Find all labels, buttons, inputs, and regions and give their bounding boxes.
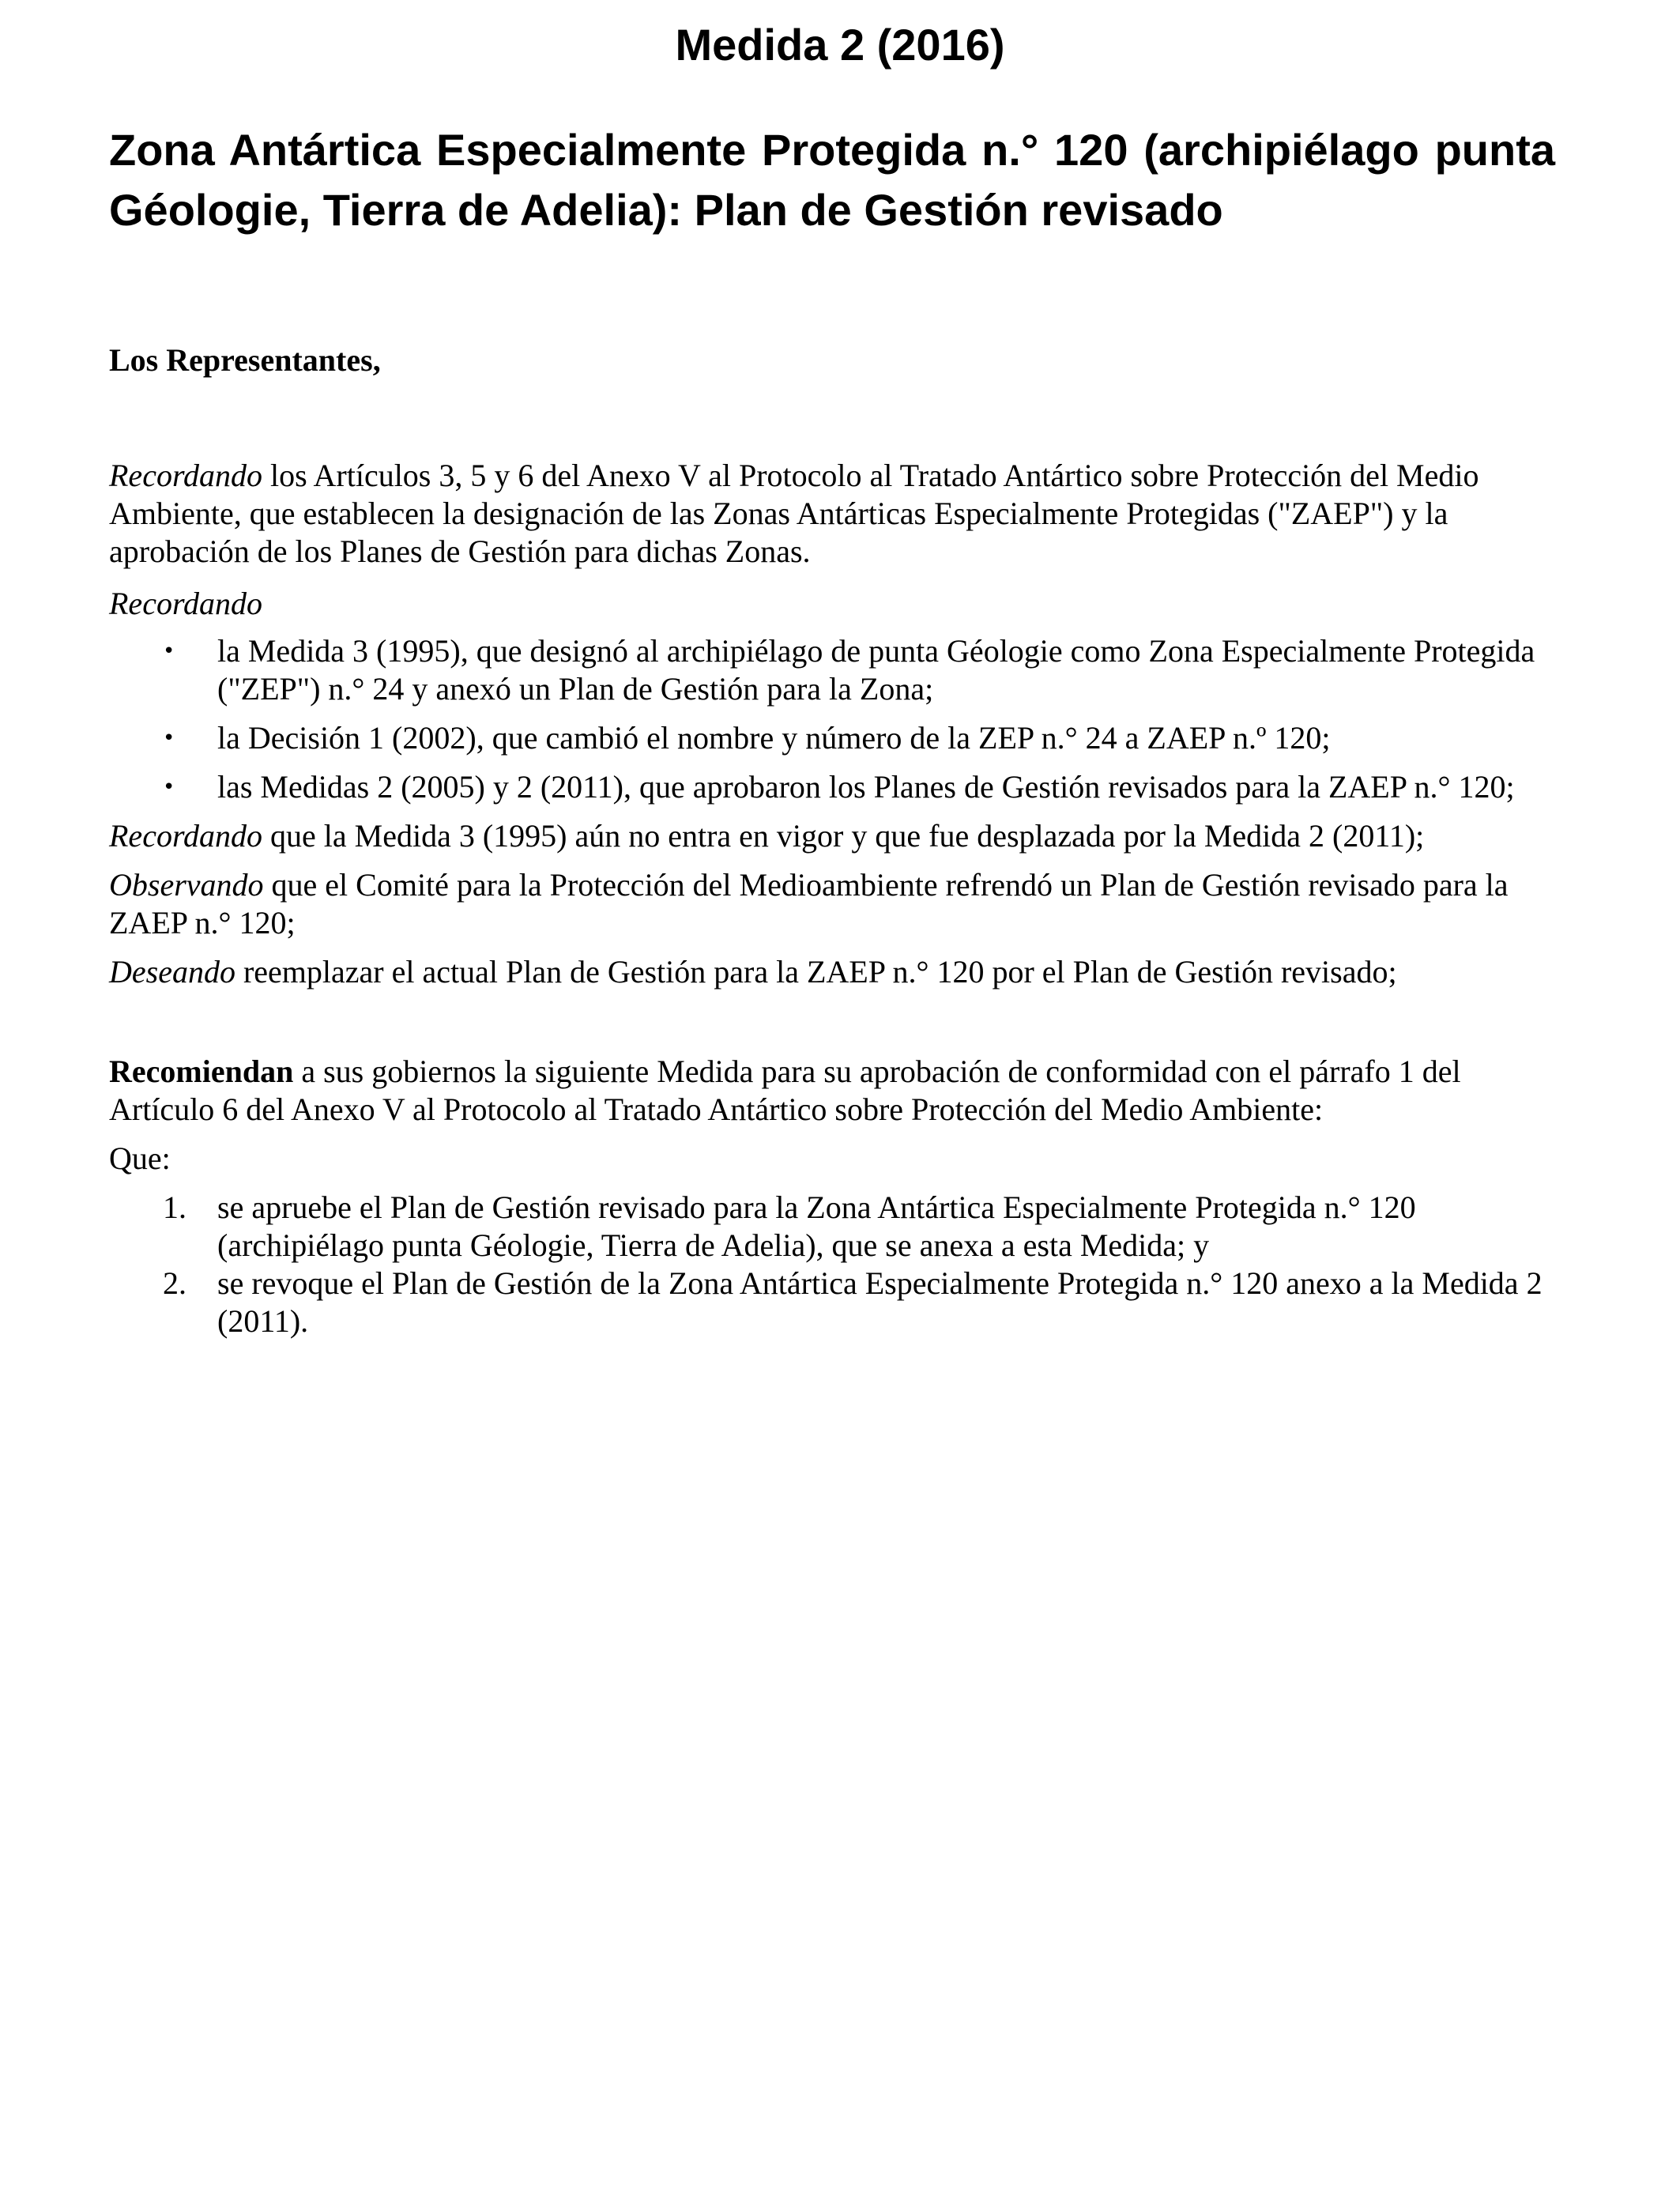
list-item-number: 2. [163,1265,186,1301]
list-item-text: la Medida 3 (1995), que designó al archipiélago de punta Géologie como Zona Especialmente Protegida ("ZEP") n.° 24 y anexó un Plan de Gestión para la Zona; [217,633,1535,707]
paragraph-recordando-1 [109,457,1555,571]
paragraph-text: a sus gobiernos la siguiente Medida para su aprobación de conformidad con el párrafo 1 del Artículo 6 del Anexo V al Protocolo al Tratado Antártico sobre Protección del Medio Ambiente: [109,1054,1461,1127]
representantes-heading: Los Representantes, [109,342,381,378]
paragraph-text: reemplazar el actual Plan de Gestión para la ZAEP n.° 120 por el Plan de Gestión revisado; [235,954,1397,990]
paragraph-recomiendan [109,1053,1555,1129]
paragraph-text: que el Comité para la Protección del Medioambiente refrendó un Plan de Gestión revisado para la ZAEP n.° 120; [109,867,1509,941]
list-item [109,1265,1573,1340]
document-body [109,341,1555,1340]
list-item [109,632,1573,708]
recordando-bullet-list [109,632,1555,806]
list-item-number: 1. [163,1189,186,1225]
list-item-text: se revoque el Plan de Gestión de la Zona Antártica Especialmente Protegida n.° 120 anexo a la Medida 2 (2011). [217,1265,1543,1339]
bullet-icon: • [163,639,175,663]
list-item-text: la Decisión 1 (2002), que cambió el nombre y número de la ZEP n.° 24 a ZAEP n.º 120; [217,720,1331,756]
list-item [109,768,1573,806]
paragraph-que: Que: [109,1140,171,1176]
paragraph-recordando-2 [109,585,1555,623]
paragraph-recordando-3 [109,817,1555,855]
paragraph-lead: Recomiendan [109,1054,294,1089]
bullet-icon: • [163,726,175,750]
paragraph-lead: Deseando [109,954,235,990]
paragraph-lead: Recordando [109,458,263,493]
list-item [109,1189,1573,1265]
paragraph-observando [109,866,1555,942]
document-title: Medida 2 (2016) [675,20,1005,70]
paragraph-lead: Recordando [109,586,263,621]
resolution-numbered-list [109,1189,1555,1340]
list-item [109,719,1573,757]
paragraph-text: que la Medida 3 (1995) aún no entra en vigor y que fue desplazada por la Medida 2 (2011); [262,818,1425,854]
list-item-text: las Medidas 2 (2005) y 2 (2011), que aprobaron los Planes de Gestión revisados para la ZAEP n.° 120; [217,769,1515,805]
paragraph-deseando [109,953,1555,991]
document-subtitle: Zona Antártica Especialmente Protegida n.° 120 (archipiélago punta Géologie, Tierra de Adelia): Plan de Gestión revisado [109,125,1555,235]
paragraph-lead: Recordando [109,818,263,854]
bullet-icon: • [163,775,175,799]
list-item-text: se apruebe el Plan de Gestión revisado para la Zona Antártica Especialmente Protegida n.° 120 (archipiélago punta Géologie, Tierra de Adelia), que se anexa a esta Medida; y [217,1189,1416,1263]
paragraph-text: los Artículos 3, 5 y 6 del Anexo V al Protocolo al Tratado Antártico sobre Protección del Medio Ambiente, que establecen la designación de las Zonas Antárticas Especialmente Protegidas ("ZAEP") y la aprobación de los Planes de Gestión para dichas Zonas. [109,458,1479,569]
paragraph-lead: Observando [109,867,264,903]
